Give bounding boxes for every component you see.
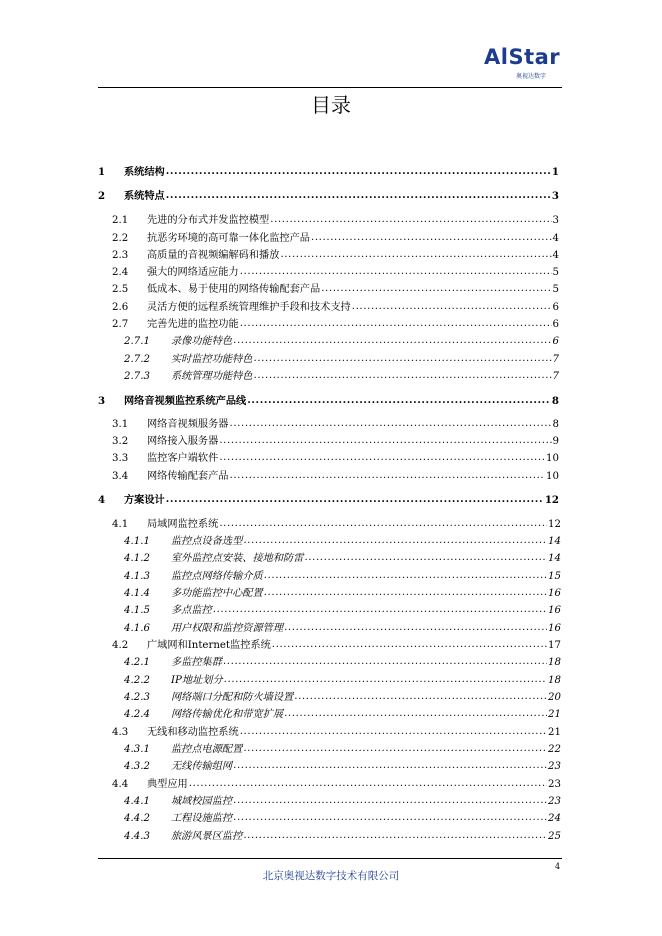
toc-entry[interactable] [98,166,559,179]
toc-entry[interactable] [112,435,559,448]
toc-entry-number: 4.1.2 [124,553,150,564]
toc-leader [233,811,547,824]
toc-entry-label: 典型应用 [147,779,188,790]
toc-entry-label: 系统管理功能特色 [171,371,253,382]
footer-company-name: 北京奥视达数字技术有限公司 [262,870,400,882]
toc-entry-page: 14 [548,553,561,564]
toc-entry[interactable] [124,691,561,704]
toc-entry-number: 2.7 [112,319,129,330]
toc-entry-page: 7 [552,354,559,365]
toc-entry-number: 1 [98,166,106,178]
toc-entry-label: 旅游风景区监控 [171,831,243,842]
toc-entry-number: 4.4.3 [124,831,150,842]
toc-leader [219,434,551,447]
toc-entry-number: 2.7.1 [124,336,150,347]
toc-entry-page: 3 [551,190,559,202]
toc-entry-number: 2.7.2 [124,354,150,365]
toc-entry-number: 4.1.4 [124,588,150,599]
toc-entry-number: 4.3.2 [124,761,150,772]
toc-entry[interactable] [112,283,559,296]
toc-entry[interactable] [124,587,561,600]
toc-entry-page: 15 [548,571,561,582]
toc-entry[interactable] [124,708,561,721]
toc-entry-label: 多监控集群 [171,657,222,668]
toc-entry-page: 23 [548,761,561,772]
toc-entry-label: 灵活方便的远程系统管理维护手段和技术支持 [147,302,351,313]
logo-subtitle: 奥视达数字 [516,73,547,80]
toc-entry[interactable] [98,494,559,507]
toc-entry-label: 城域校园监控 [171,796,233,807]
toc-entry-page: 16 [548,605,561,616]
toc-leader [280,248,551,261]
toc-entry-page: 3 [552,215,559,226]
toc-leader [254,352,552,365]
toc-leader [166,493,544,506]
toc-leader [272,638,547,651]
toc-entry-page: 8 [552,419,559,430]
toc-entry-label: 先进的分布式并发监控模型 [147,215,270,226]
toc-leader [254,369,552,382]
toc-entry[interactable] [124,795,561,808]
toc-entry-number: 4.1.6 [124,623,150,634]
logo-text: AlStar [484,45,561,69]
toc-leader [189,777,547,790]
toc-entry[interactable] [124,656,561,669]
toc-entry-label: 广域网和Internet监控系统 [147,640,271,651]
toc-entry-number: 4.2 [112,640,129,651]
toc-entry-label: 无线传输组网 [171,761,233,772]
toc-entry-number: 4.1 [112,519,129,530]
toc-entry[interactable] [112,266,559,279]
toc-entry-page: 6 [552,336,559,347]
toc-entry-number: 4.4 [112,779,129,790]
toc-entry-page: 20 [548,692,561,703]
toc-entry-page: 6 [552,319,559,330]
toc-entry-label: 方案设计 [124,494,165,506]
toc-entry[interactable] [112,452,559,465]
toc-entry-label: 无线和移动监控系统 [147,727,239,738]
toc-entry-page: 17 [548,640,561,651]
toc-entry-page: 5 [552,284,559,295]
toc-leader [284,707,547,720]
toc-entry-page: 12 [548,519,561,530]
toc-entry-number: 4.1.5 [124,605,150,616]
toc-entry[interactable] [112,214,559,227]
toc-entry[interactable] [124,370,559,383]
toc-leader [240,725,547,738]
toc-entry[interactable] [112,639,561,652]
toc-entry-label: 多功能监控中心配置 [171,588,263,599]
toc-entry-label: 高质量的音视频编解码和播放 [147,250,280,261]
toc-entry[interactable] [124,622,561,635]
toc-entry-page: 8 [551,395,559,407]
toc-leader [311,231,552,244]
toc-entry-page: 24 [548,813,561,824]
toc-entry-number: 4.2.4 [124,709,150,720]
toc-entry[interactable] [112,470,559,483]
toc-leader [166,189,551,202]
toc-entry-number: 4.1.3 [124,571,150,582]
toc-entry[interactable] [124,743,561,756]
toc-leader [304,551,547,564]
toc-leader [233,759,547,772]
toc-entry-number: 2.7.3 [124,371,150,382]
toc-entry[interactable] [112,518,561,531]
toc-entry-page: 22 [548,744,561,755]
toc-leader [213,603,547,616]
toc-entry-page: 9 [552,436,559,447]
toc-entry[interactable] [124,535,561,548]
toc-entry-page: 12 [544,494,559,506]
toc-entry-label: 监控客户端软件 [147,453,219,464]
toc-entry-label: 网络端口分配和防火墙设置 [171,692,294,703]
header-divider [98,87,562,88]
toc-entry-page: 21 [548,727,561,738]
toc-entry-number: 2.5 [112,284,129,295]
toc-entry-label: 监控点网络传输介质 [171,571,263,582]
toc-leader [264,569,547,582]
toc-entry-label: 完善先进的监控功能 [147,319,239,330]
toc-entry-label: 网络传输优化和带宽扩展 [171,709,284,720]
toc-entry-label: 强大的网络适应能力 [147,267,239,278]
toc-entry[interactable] [124,552,561,565]
toc-entry-number: 3 [98,395,106,407]
toc-leader [219,451,545,464]
toc-entry-label: 局域网监控系统 [147,519,219,530]
footer-divider [98,858,562,859]
toc-entry-label: 监控点设备选型 [171,536,243,547]
toc-entry-page: 4 [552,250,559,261]
toc-entry-number: 4.4.1 [124,796,150,807]
toc-leader [233,794,547,807]
toc-entry-page: 25 [548,831,561,842]
toc-entry-page: 16 [548,588,561,599]
toc-leader [264,586,547,599]
toc-entry-page: 7 [552,371,559,382]
toc-entry-number: 4 [98,494,106,506]
toc-entry-label: 多点监控 [171,605,212,616]
toc-entry-label: 录像功能特色 [171,336,233,347]
toc-entry-number: 2.2 [112,233,129,244]
toc-entry[interactable] [112,318,559,331]
toc-entry-page: 14 [548,536,561,547]
toc-entry-number: 4.1.1 [124,536,150,547]
toc-entry-label: 抗恶劣环境的高可靠一体化监控产品 [147,233,310,244]
toc-entry[interactable] [124,760,561,773]
toc-entry-number: 2 [98,190,106,202]
toc-leader [284,621,547,634]
toc-entry[interactable] [98,190,559,203]
toc-entry-page: 6 [552,302,559,313]
toc-entry-number: 4.2.3 [124,692,150,703]
toc-entry-page: 4 [552,233,559,244]
toc-entry-label: 室外监控点安装、接地和防雷 [171,553,304,564]
toc-entry-page: 10 [546,453,559,464]
toc-entry-number: 4.3.1 [124,744,150,755]
toc-entry-page: 10 [546,471,559,482]
toc-entry-page: 18 [548,657,561,668]
toc-entry-label: 网络接入服务器 [147,436,219,447]
toc-entry[interactable] [112,301,559,314]
toc-entry[interactable] [112,778,561,791]
toc-entry-number: 2.4 [112,267,129,278]
toc-leader [270,213,551,226]
toc-leader [240,265,552,278]
toc-entry-label: 网络传输配套产品 [147,471,229,482]
toc-entry-label: 系统结构 [124,166,165,178]
toc-entry-label: 监控点电源配置 [171,744,243,755]
toc-entry-label: 实时监控功能特色 [171,354,253,365]
toc-entry-number: 4.4.2 [124,813,150,824]
toc-entry-label: 低成本、易于使用的网络传输配套产品 [147,284,321,295]
toc-entry[interactable] [124,812,561,825]
toc-entry-number: 3.3 [112,453,129,464]
toc-leader [243,742,547,755]
page-title: 目录 [311,93,351,117]
toc-leader [243,829,547,842]
toc-entry-number: 3.2 [112,436,129,447]
toc-entry-number: 2.1 [112,215,129,226]
toc-entry[interactable] [112,726,561,739]
toc-entry[interactable] [112,418,559,431]
toc-entry-page: 5 [552,267,559,278]
toc-entry[interactable] [124,570,561,583]
toc-entry-page: 18 [548,675,561,686]
toc-entry-label: 用户权限和监控资源管理 [171,623,284,634]
toc-entry-number: 3.4 [112,471,129,482]
toc-entry[interactable] [124,830,561,843]
toc-leader [294,690,547,703]
toc-entry-number: 4.2.1 [124,657,150,668]
toc-entry-page: 21 [548,709,561,720]
page-number: 4 [555,862,561,871]
toc-entry-number: 2.6 [112,302,129,313]
toc-entry[interactable] [124,335,559,348]
toc-leader [230,417,552,430]
toc-leader [223,655,547,668]
toc-leader [166,165,551,178]
toc-entry-number: 3.1 [112,419,129,430]
toc-entry-label: 工程设施监控 [171,813,233,824]
toc-entry-number: 4.2.2 [124,675,150,686]
toc-entry-page: 16 [548,623,561,634]
toc-entry[interactable] [124,674,561,687]
toc-leader [352,300,552,313]
toc-leader [230,469,546,482]
toc-leader [240,317,552,330]
toc-leader [321,282,551,295]
toc-entry[interactable] [112,249,559,262]
toc-entry-page: 1 [551,166,559,178]
toc-entry-page: 23 [548,796,561,807]
toc-entry[interactable] [112,232,559,245]
toc-leader [219,517,547,530]
toc-entry-label: 网络音视频服务器 [147,419,229,430]
toc-entry-label: IP地址划分 [171,675,223,686]
toc-entry-label: 网络音视频监控系统产品线 [124,395,247,407]
toc-leader [233,334,551,347]
toc-entry-number: 4.3 [112,727,129,738]
toc-entry-number: 2.3 [112,250,129,261]
toc-entry[interactable] [124,604,561,617]
toc-leader [247,394,551,407]
company-logo [484,46,564,86]
toc-entry[interactable] [98,395,559,408]
toc-entry-label: 系统特点 [124,190,165,202]
toc-entry-page: 23 [548,779,561,790]
toc-leader [243,534,547,547]
toc-entry[interactable] [124,353,559,366]
toc-leader [224,673,547,686]
